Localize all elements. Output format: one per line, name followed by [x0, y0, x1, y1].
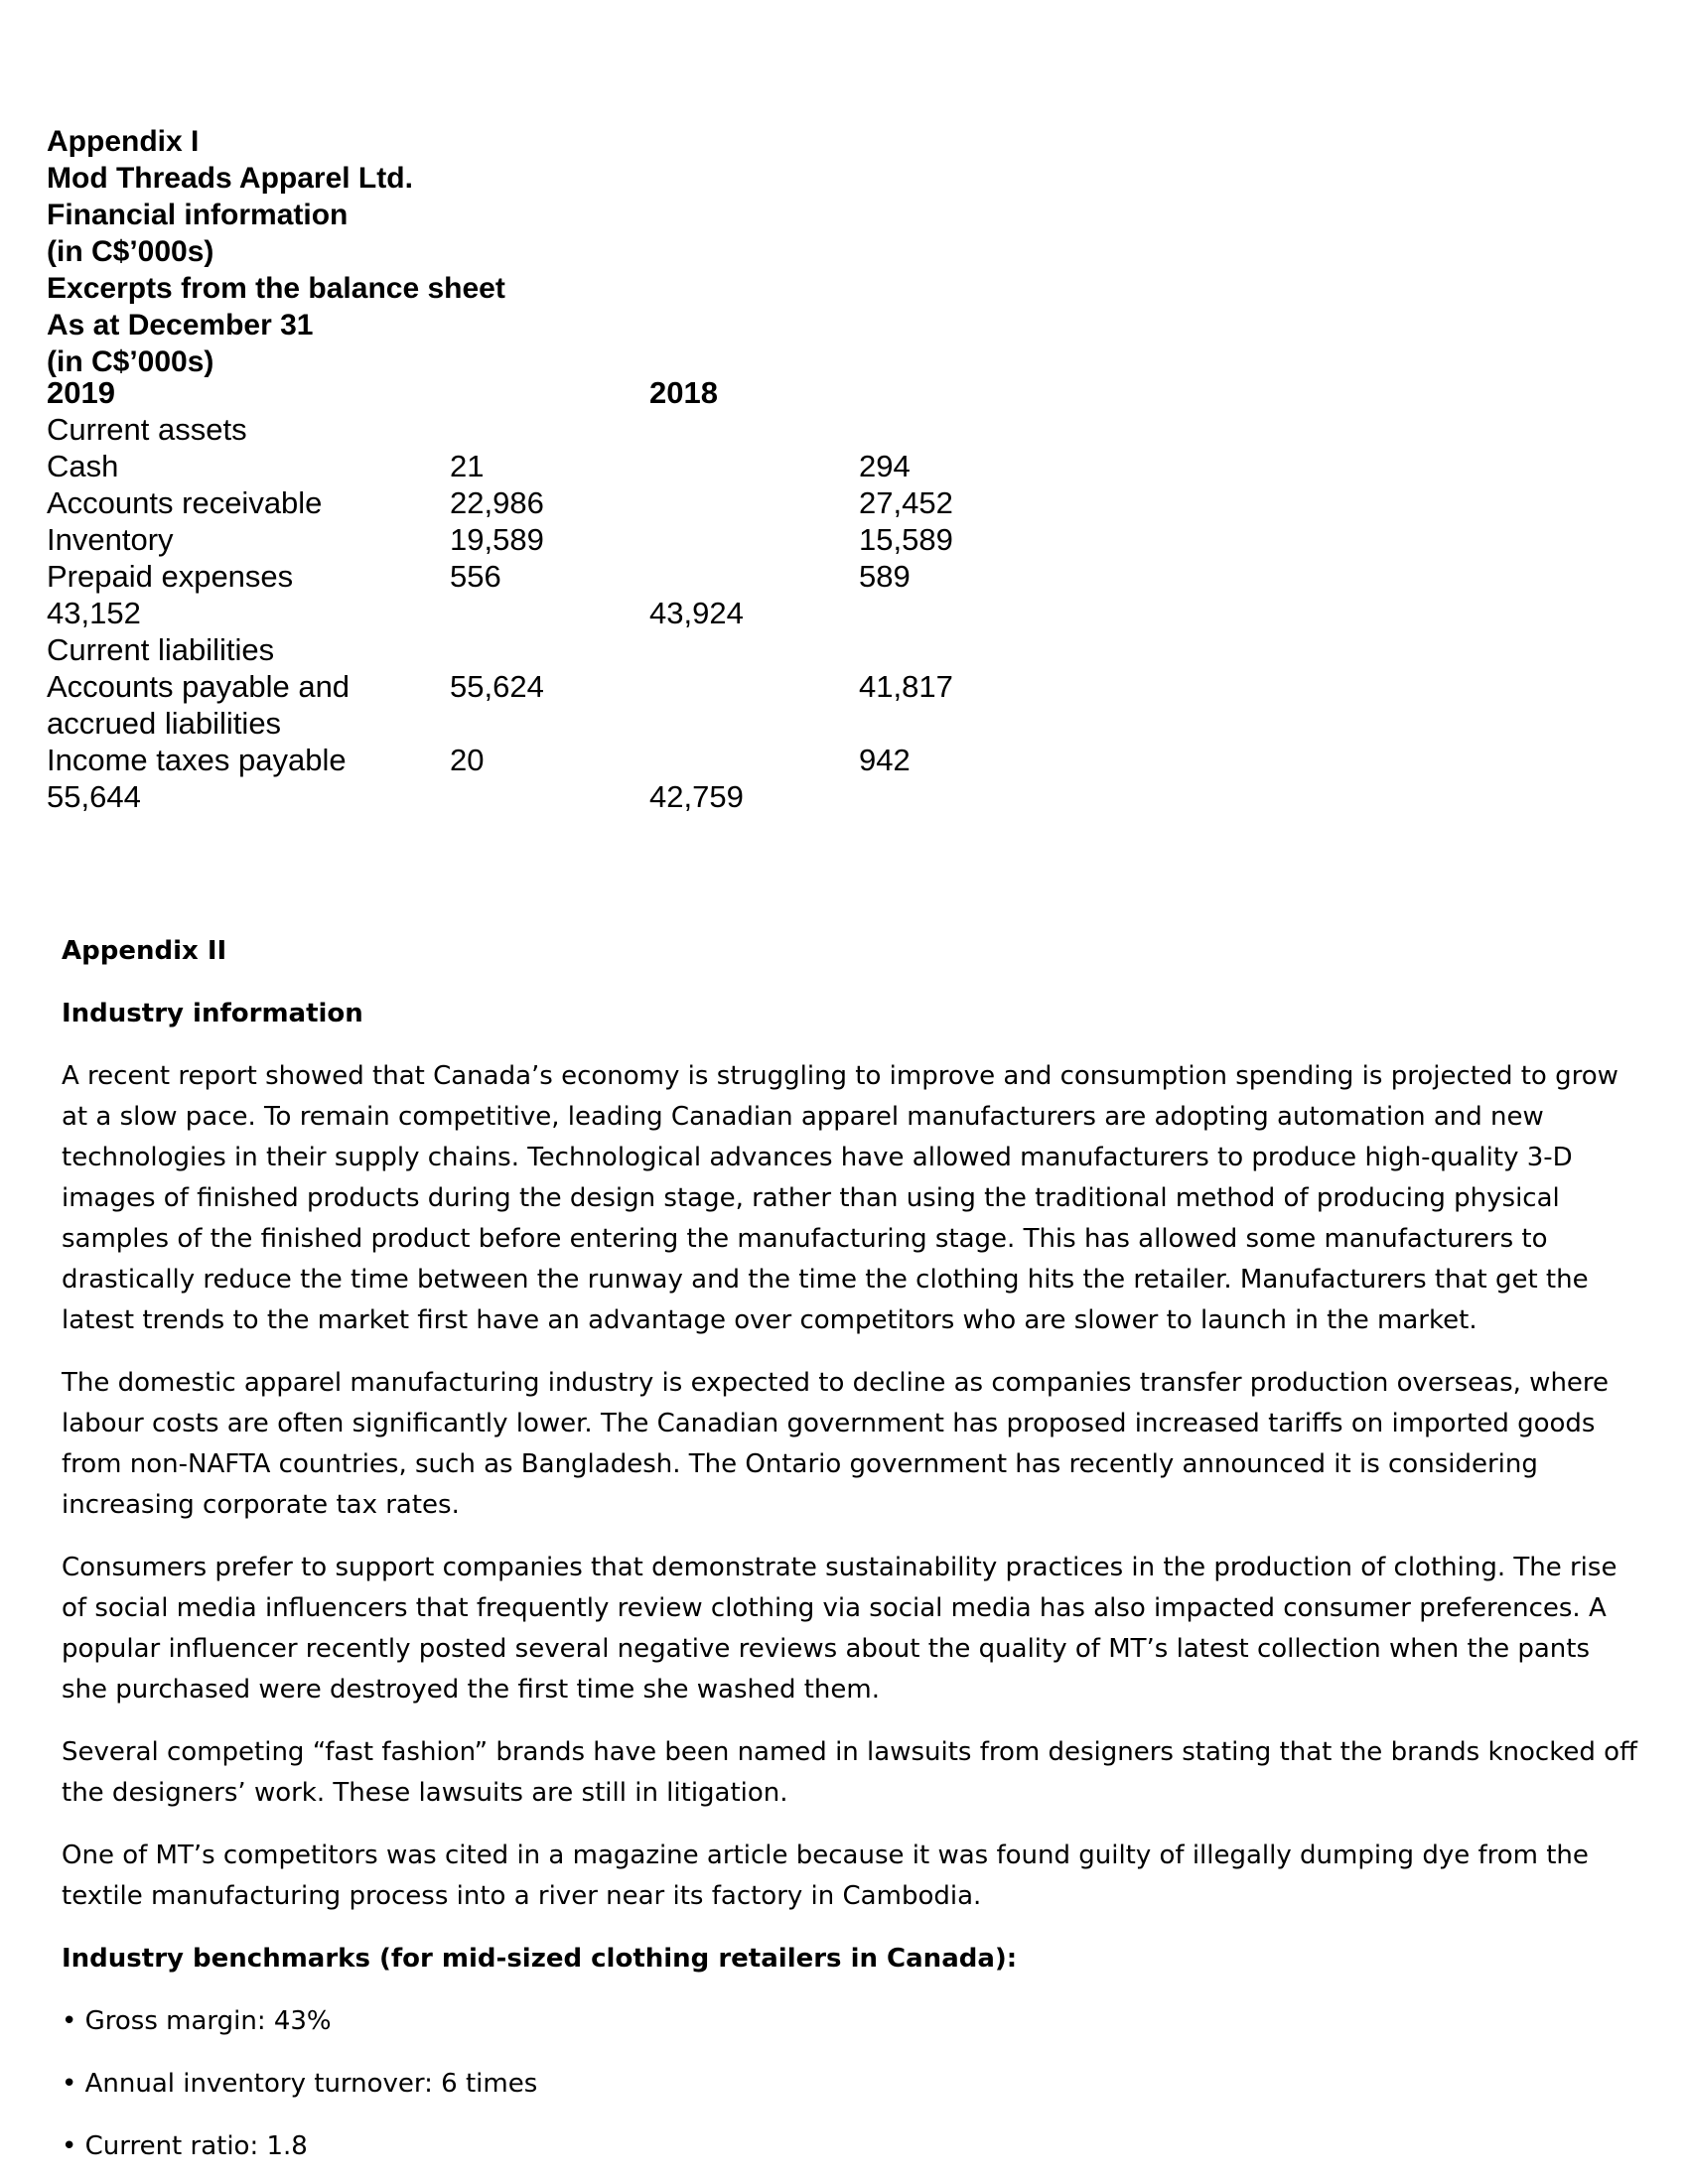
liability-row-value-2019: 55,624 — [450, 669, 544, 704]
industry-paragraph: One of MT’s competitors was cited in a magazine article because it was found guilty of illegally dumping dye from the textile manufacturing process into a river near its factory in Cambodia. — [62, 1841, 1589, 1911]
total-current-liabilities-2019: 55,644 — [47, 779, 141, 814]
liability-row-label-continued: accrued liabilities — [47, 706, 282, 741]
benchmark-item: • Annual inventory turnover: 6 times — [62, 2069, 538, 2099]
appendix-2-section — [62, 931, 1640, 2167]
year-2018-header: 2018 — [649, 375, 718, 410]
industry-paragraph: A recent report showed that Canada’s economy is struggling to improve and consumption spending is projected to grow at a slow pace. To remain competitive, leading Canadian apparel manufacturers are adopting automation and new technologies in their supply chains. Technological advances have allowed manufacturers to produce high-quality 3-D images of finished products during the design stage, rather than using the traditional method of producing physical samples of the finished product before entering the manufacturing stage. This has allowed some manufacturers to drastically reduce the time between the runway and the time the clothing hits the retailer. Manufacturers that get the latest trends to the market first have an advantage over competitors who are slower to launch in the market. — [62, 1061, 1618, 1335]
industry-information-heading: Industry information — [62, 999, 363, 1028]
financial-information-label: Financial information — [47, 199, 349, 231]
benchmark-item: • Current ratio: 1.8 — [62, 2131, 308, 2161]
asset-row-value-2019: 19,589 — [450, 522, 544, 557]
year-2019-header: 2019 — [47, 375, 115, 410]
balance-sheet-date: As at December 31 — [47, 309, 314, 341]
currency-note-2: (in C$’000s) — [47, 345, 214, 378]
appendix-1-heading — [47, 123, 505, 380]
company-name: Mod Threads Apparel Ltd. — [47, 162, 413, 195]
current-assets-label: Current assets — [47, 412, 247, 447]
liability-row-label: Income taxes payable — [47, 743, 347, 777]
appendix-1-title: Appendix I — [47, 125, 200, 158]
asset-row-value-2018: 15,589 — [859, 522, 953, 557]
liability-row-label: Accounts payable and — [47, 669, 351, 704]
total-current-assets-2018: 43,924 — [649, 596, 744, 630]
benchmark-item: • Gross margin: 43% — [62, 2006, 332, 2036]
asset-row-value-2019: 21 — [450, 449, 485, 483]
liability-row-value-2018: 942 — [859, 743, 911, 777]
asset-row-label: Cash — [47, 449, 119, 483]
asset-row-label: Prepaid expenses — [47, 559, 294, 594]
industry-paragraph: Several competing “fast fashion” brands have been named in lawsuits from designers stating that the brands knocked off the designers’ work. These lawsuits are still in litigation. — [62, 1737, 1637, 1808]
industry-benchmarks-heading: Industry benchmarks (for mid-sized clothing retailers in Canada): — [62, 1944, 1018, 1974]
asset-row-value-2018: 27,452 — [859, 485, 953, 520]
liability-row-value-2019: 20 — [450, 743, 485, 777]
current-liabilities-label: Current liabilities — [47, 632, 275, 667]
total-current-liabilities-2018: 42,759 — [649, 779, 744, 814]
currency-note: (in C$’000s) — [47, 235, 214, 268]
asset-row-value-2018: 589 — [859, 559, 911, 594]
asset-row-label: Inventory — [47, 522, 174, 557]
asset-row-value-2019: 556 — [450, 559, 501, 594]
asset-row-value-2019: 22,986 — [450, 485, 544, 520]
industry-paragraph: The domestic apparel manufacturing industry is expected to decline as companies transfer production overseas, where labour costs are often significantly lower. The Canadian government has proposed increased tariffs on imported goods from non-NAFTA countries, such as Bangladesh. The Ontario government has recently announced it is considering increasing corporate tax rates. — [62, 1368, 1610, 1520]
balance-sheet-title: Excerpts from the balance sheet — [47, 272, 505, 305]
appendix-2-title: Appendix II — [62, 936, 227, 966]
liability-row-value-2018: 41,817 — [859, 669, 953, 704]
asset-row-value-2018: 294 — [859, 449, 911, 483]
total-current-assets-2019: 43,152 — [47, 596, 141, 630]
industry-paragraph: Consumers prefer to support companies that demonstrate sustainability practices in the production of clothing. The rise of social media influencers that frequently review clothing via social media has also impacted consumer preferences. A popular influencer recently posted several negative reviews about the quality of MT’s latest collection when the pants she purchased were destroyed the first time she washed them. — [62, 1553, 1618, 1705]
asset-row-label: Accounts receivable — [47, 485, 323, 520]
